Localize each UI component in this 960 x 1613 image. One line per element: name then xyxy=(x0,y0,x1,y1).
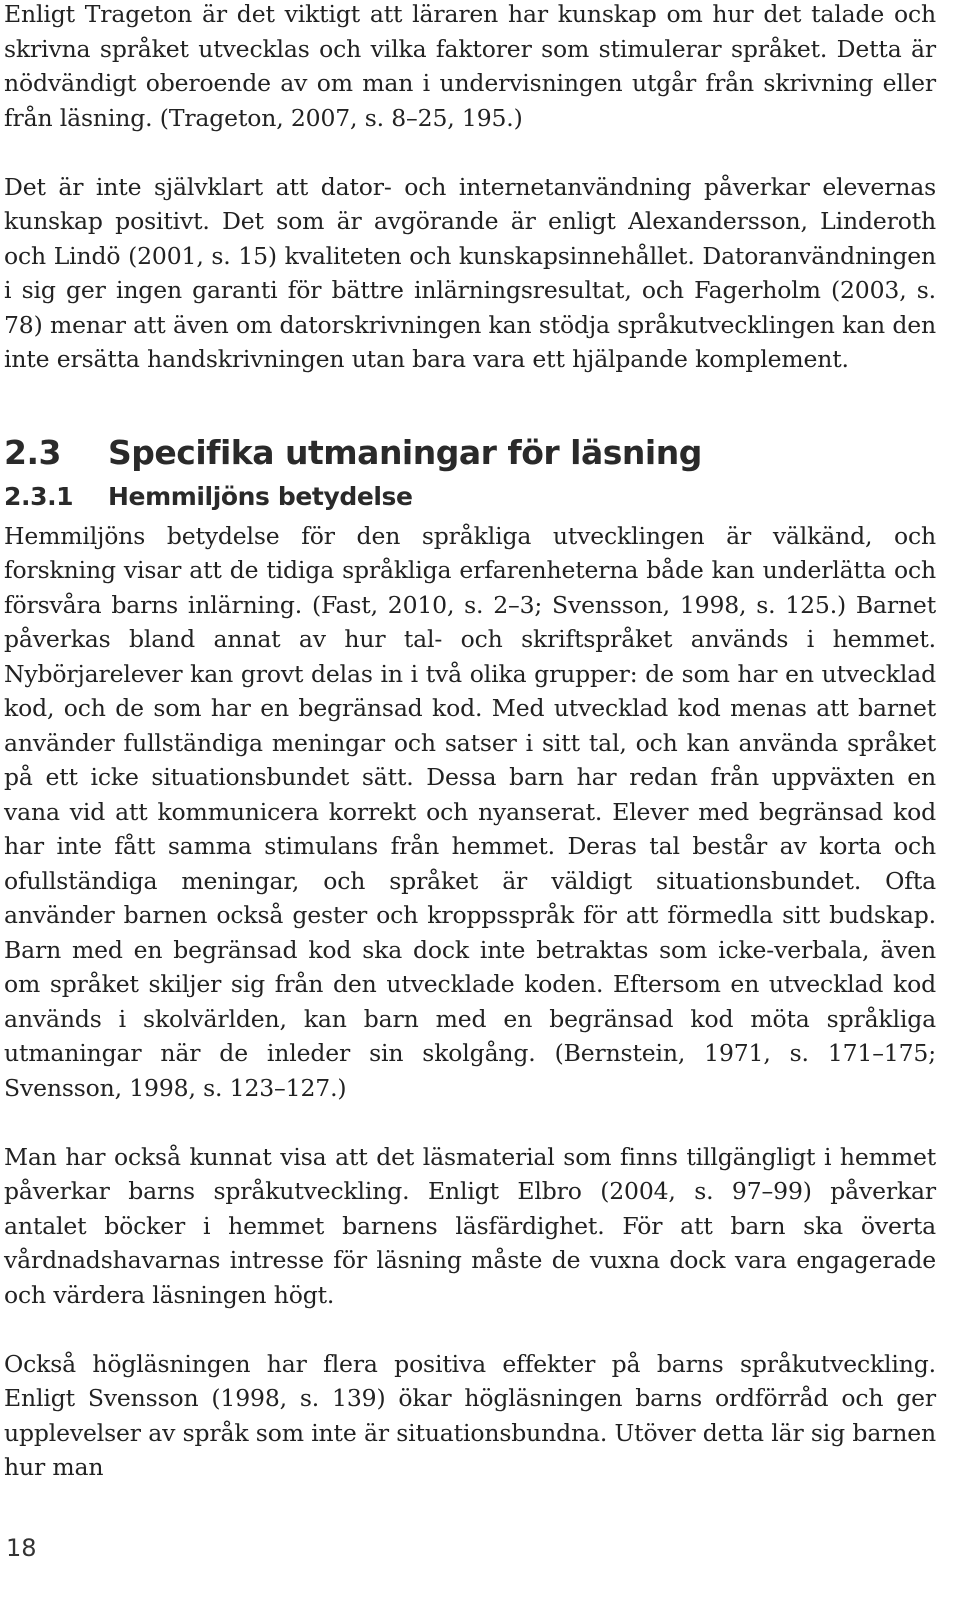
body-paragraph: Också högläsningen har flera positiva effekter på barns språkutveckling. Enligt Svensson (1998, s. 139) ökar högläsningen barns ordförråd och ger upplevelser av språk som inte är situationsbundna. Utöver detta lär sig barnen hur man xyxy=(4,1349,936,1481)
subsection-number: 2.3.1 xyxy=(4,482,74,511)
section-spacer xyxy=(4,377,936,429)
section-title: Specifika utmaningar för läsning xyxy=(108,433,702,472)
body-paragraph: Man har också kunnat visa att det läsmaterial som finns tillgängligt i hemmet påverkar barns språkutveckling. Enligt Elbro (2004, s. 97–99) påverkar antalet böcker i hemmet barnens läsfärdighet. För att barn ska överta vårdnadshavarnas intresse för läsning måste de vuxna dock vara engagerade och värdera läsningen högt. xyxy=(4,1142,936,1309)
body-paragraph: Det är inte självklart att dator- och internetanvändning påverkar elevernas kunskap positivt. Det som är avgörande är enligt Alexandersson, Linderoth och Lindö (2001, s. 15) kvaliteten och kunskapsinnehållet. Datoranvändningen i sig ger ingen garanti för bättre inlärningsresultat, och Fagerholm (2003, s. 78) menar att även om datorskrivningen kan stödja språkutvecklingen kan den inte ersätta handskrivningen utan bara vara ett hjälpande komplement. xyxy=(4,172,936,373)
paragraph-spacer xyxy=(4,135,936,170)
page-number: 18 xyxy=(6,1534,37,1562)
body-paragraph: Enligt Trageton är det viktigt att läraren har kunskap om hur det talade och skrivna språket utvecklas och vilka faktorer som stimulerar språket. Detta är nödvändigt oberoende av om man i undervisningen utgår från skrivning eller från läsning. (Trageton, 2007, s. 8–25, 195.) xyxy=(4,0,936,132)
body-paragraph: Hemmiljöns betydelse för den språkliga utvecklingen är välkänd, och forskning visar att de tidiga språkliga erfarenheterna både kan underlätta och försvåra barns inlärning. (Fast, 2010, s. 2–3; Svensson, 1998, s. 125.) Barnet påverkas bland annat av hur tal- och skriftspråket används i hemmet. Nybörjarelever kan grovt delas in i två olika grupper: de som har en utvecklad kod, och de som har en begränsad kod. Med utvecklad kod menas att barnet använder fullständiga meningar och satser i sitt tal, och kan använda språket på ett icke situationsbundet sätt. Dessa barn har redan från uppväxten en vana vid att kommunicera korrekt och nyanserat. Elever med begränsad kod har inte fått samma stimulans från hemmet. Deras tal består av korta och ofullständiga meningar, och språket är väldigt situationsbundet. Ofta använder barnen också gester och kroppsspråk för att förmedla sitt budskap. Barn med en begränsad kod ska dock inte betraktas som icke-verbala, även om språket skiljer sig från den utvecklade koden. Eftersom en utvecklad kod används i skolvärlden, kan barn med en begränsad kod möta språkliga utmaningar när de inleder sin skolgång. (Bernstein, 1971, s. 171–175; Svensson, 1998, s. 123–127.) xyxy=(4,521,936,1102)
subsection-heading xyxy=(4,477,936,517)
paragraph-spacer xyxy=(4,1105,936,1140)
section-heading xyxy=(4,429,936,477)
document-page xyxy=(4,0,936,1485)
section-number: 2.3 xyxy=(4,433,61,472)
paragraph-spacer xyxy=(4,1312,936,1347)
subsection-title: Hemmiljöns betydelse xyxy=(108,482,413,511)
